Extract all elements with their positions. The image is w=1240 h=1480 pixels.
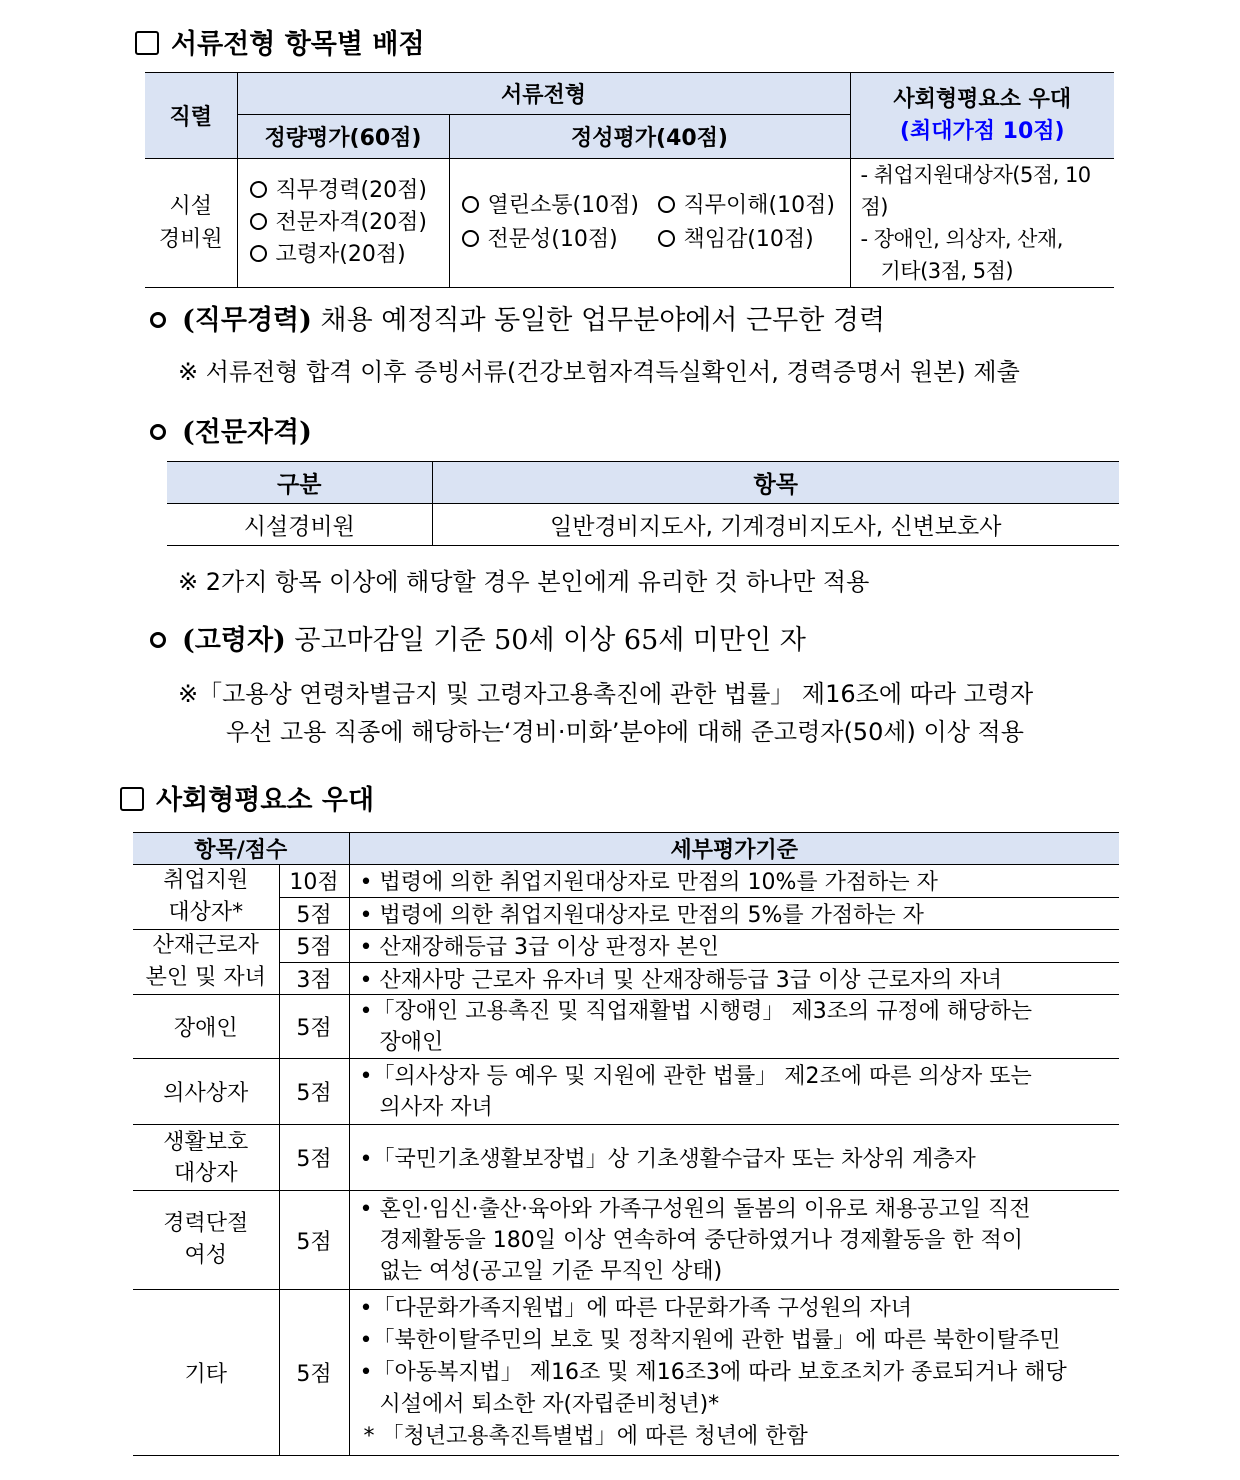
section1-heading: 서류전형 항목별 배점 xyxy=(135,22,425,61)
cert-table xyxy=(167,461,1119,546)
row-score: 5점 xyxy=(279,1059,349,1125)
header-qual: 정성평가(40점) xyxy=(449,115,850,159)
cert-title: (전문자격) xyxy=(182,417,312,448)
header-social xyxy=(850,73,1114,159)
quant-items xyxy=(237,159,449,288)
social-header-item: 항목/점수 xyxy=(133,833,349,865)
circle-icon xyxy=(250,181,267,198)
row-score: 5점 xyxy=(279,1191,349,1290)
criteria-line: 의사자 자녀 xyxy=(379,1094,493,1120)
career-text: 채용 예정직과 동일한 업무분야에서 근무한 경력 xyxy=(320,305,886,336)
career-note: ※ 서류전형 합격 이후 증빙서류(건강보험자격득실확인서, 경력증명서 원본) 제출 xyxy=(178,358,1020,386)
criteria-line: 경제활동을 180일 이상 연속하여 중단하였거나 경제활동을 한 적이 xyxy=(379,1227,1023,1253)
circle-icon xyxy=(462,230,479,247)
career-line xyxy=(150,298,885,337)
social-item: - 취업지원대상자(5점, 10점) xyxy=(860,163,1091,219)
header-quant: 정량평가(60점) xyxy=(237,115,449,159)
row-item-injured: 의사상자 xyxy=(133,1059,279,1125)
row-criteria: •「국민기초생활보장법」상 기초생활수급자 또는 차상위 계층자 xyxy=(349,1125,1119,1191)
social-item: 기타(3점, 5점) xyxy=(880,259,1014,283)
cert-row-col2: 일반경비지도사, 기계경비지도사, 신변보호사 xyxy=(432,504,1119,546)
row-score: 5점 xyxy=(279,1125,349,1191)
header-document: 서류전형 xyxy=(237,73,850,115)
criteria-line: • 혼인·임신·출산·육아와 가족구성원의 돌봄의 이유로 채용공고일 직전 xyxy=(359,1196,1031,1222)
row-score: 5점 xyxy=(279,995,349,1059)
qual-item: 열린소통(10점) xyxy=(462,189,658,223)
row-criteria: • 산재장해등급 3급 이상 판정자 본인 xyxy=(349,930,1119,963)
social-items xyxy=(850,159,1114,288)
qual-item: 전문성(10점) xyxy=(462,223,658,257)
circle-icon xyxy=(658,230,675,247)
row-item-livelihood: 생활보호 대상자 xyxy=(133,1125,279,1191)
row-item-employment: 취업지원 대상자* xyxy=(133,865,279,930)
row-criteria xyxy=(349,1290,1119,1456)
circle-icon xyxy=(462,196,479,213)
qual-item: 직무이해(10점) xyxy=(658,193,835,218)
criteria-line: 장애인 xyxy=(379,1029,444,1055)
criteria-line: •「북한이탈주민의 보호 및 정착지원에 관한 법률」에 따른 북한이탈주민 xyxy=(359,1327,1061,1353)
ring-bullet-icon xyxy=(150,312,166,328)
criteria-line: •「다문화가족지원법」에 따른 다문화가족 구성원의 자녀 xyxy=(359,1295,912,1321)
cert-line xyxy=(150,410,312,449)
row-criteria: • 산재사망 근로자 유자녀 및 산재장해등급 3급 이상 근로자의 자녀 xyxy=(349,962,1119,995)
checkbox-square-icon xyxy=(135,31,159,55)
cert-row-col1: 시설경비원 xyxy=(167,504,432,546)
row-score: 5점 xyxy=(279,897,349,930)
criteria-line: •「장애인 고용촉진 및 직업재활법 시행령」 제3조의 규정에 해당하는 xyxy=(359,998,1032,1024)
row-score: 3점 xyxy=(279,962,349,995)
checkbox-square-icon xyxy=(120,787,144,811)
qual-item: 책임감(10점) xyxy=(658,227,814,252)
criteria-line: •「아동복지법」 제16조 및 제16조3에 따라 보호조치가 종료되거나 해당 xyxy=(359,1359,1067,1385)
quant-item: 전문자격(20점) xyxy=(250,207,449,239)
row-item-other: 기타 xyxy=(133,1290,279,1456)
circle-icon xyxy=(250,245,267,262)
row-criteria: • 법령에 의한 취업지원대상자로 만점의 5%를 가점하는 자 xyxy=(349,897,1119,930)
quant-item: 직무경력(20점) xyxy=(250,175,449,207)
row-item-industrial: 산재근로자 본인 및 자녀 xyxy=(133,930,279,995)
header-social-title: 사회형평요소 우대 xyxy=(893,86,1072,112)
row-score: 5점 xyxy=(279,930,349,963)
elderly-note-1: ※「고용상 연령차별금지 및 고령자고용촉진에 관한 법률」 제16조에 따라 고령자 xyxy=(178,680,1034,708)
career-title: (직무경력) xyxy=(182,305,312,336)
section2-heading: 사회형평요소 우대 xyxy=(120,778,374,817)
row-criteria: • 법령에 의한 취업지원대상자로 만점의 10%를 가점하는 자 xyxy=(349,865,1119,898)
row-score: 10점 xyxy=(279,865,349,898)
qual-items xyxy=(449,159,850,288)
elderly-note-2: 우선 고용 직종에 해당하는‘경비·미화’분야에 대해 준고령자(50세) 이상 적용 xyxy=(226,718,1024,746)
social-header-criteria: 세부평가기준 xyxy=(349,833,1119,865)
row-criteria xyxy=(349,995,1119,1059)
cert-header-col1: 구분 xyxy=(167,462,432,504)
header-position: 직렬 xyxy=(145,73,237,159)
row-score: 5점 xyxy=(279,1290,349,1456)
criteria-line: •「의사상자 등 예우 및 지원에 관한 법률」 제2조에 따른 의상자 또는 xyxy=(359,1063,1032,1089)
score-table xyxy=(145,72,1114,288)
criteria-line: 없는 여성(공고일 기준 무직인 상태) xyxy=(379,1258,723,1284)
row-item-career-break: 경력단절 여성 xyxy=(133,1191,279,1290)
row-item-disabled: 장애인 xyxy=(133,995,279,1059)
row-criteria xyxy=(349,1191,1119,1290)
elderly-line xyxy=(150,618,806,657)
cert-note: ※ 2가지 항목 이상에 해당할 경우 본인에게 유리한 것 하나만 적용 xyxy=(178,568,870,596)
quant-item: 고령자(20점) xyxy=(250,239,449,271)
row-position: 시설 경비원 xyxy=(145,159,237,288)
criteria-line: 시설에서 퇴소한 자(자립준비청년)* xyxy=(379,1391,720,1417)
criteria-footnote: * 「청년고용촉진특별법」에 따른 청년에 한함 xyxy=(363,1423,808,1449)
header-social-note: (최대가점 10점) xyxy=(899,118,1065,144)
circle-icon xyxy=(658,196,675,213)
elderly-title: (고령자) xyxy=(182,625,286,656)
social-item: - 장애인, 의상자, 산재, xyxy=(860,227,1063,251)
row-criteria xyxy=(349,1059,1119,1125)
circle-icon xyxy=(250,213,267,230)
cert-header-col2: 항목 xyxy=(432,462,1119,504)
ring-bullet-icon xyxy=(150,424,166,440)
social-table xyxy=(133,832,1119,1456)
elderly-text: 공고마감일 기준 50세 이상 65세 미만인 자 xyxy=(294,625,806,656)
ring-bullet-icon xyxy=(150,632,166,648)
